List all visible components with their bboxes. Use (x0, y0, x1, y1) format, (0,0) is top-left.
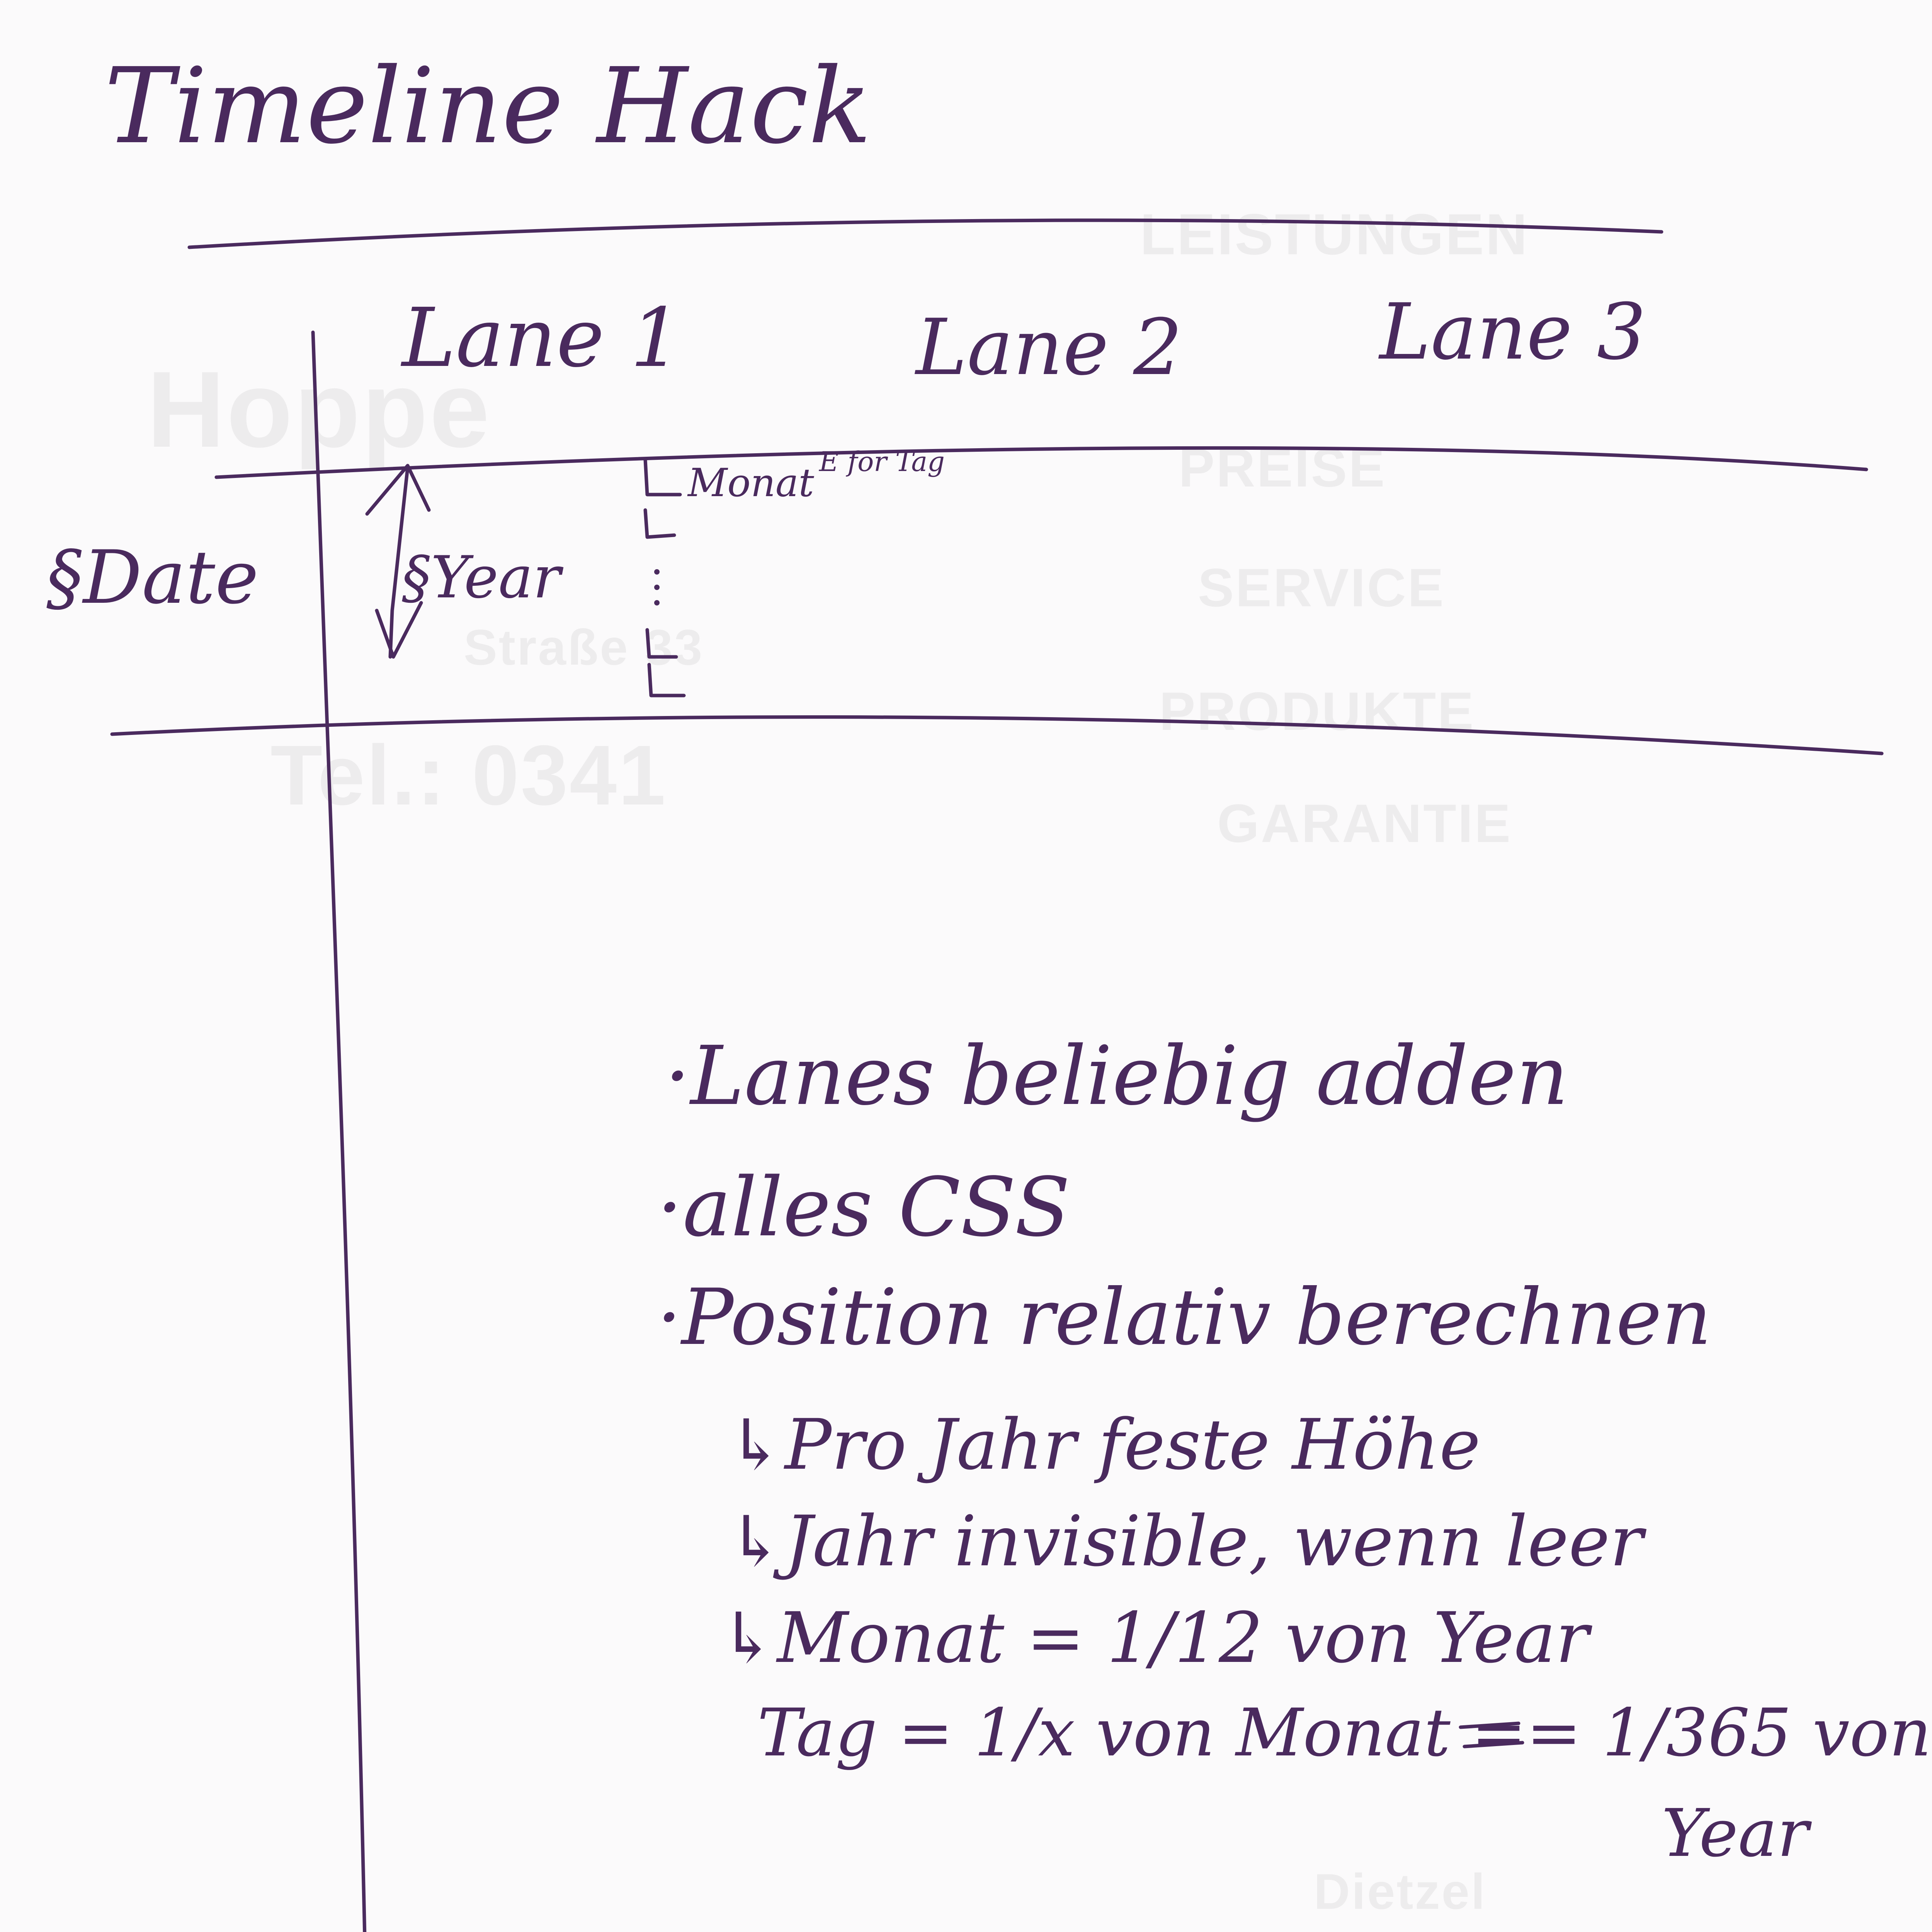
day-rule-end: Year (1662, 1795, 1809, 1872)
bleed-through-text: SERVICE (1198, 557, 1446, 618)
note-position: ·Position relativ berechnen (657, 1272, 1712, 1362)
note-css: ·alles CSS (657, 1160, 1070, 1255)
bleed-through-text: GARANTIE (1217, 793, 1512, 854)
month-ticks (645, 460, 680, 495)
lane-1-label: Lane 1 (402, 291, 682, 385)
sub-note-height: ↳Pro Jahr feste Höhe (726, 1405, 1481, 1485)
row-label-date: §Date (46, 535, 259, 620)
sketch-title: Timeline Hack (104, 45, 872, 167)
bleed-through-text: LEISTUNGEN (1140, 202, 1529, 267)
bleed-through-text: Hoppe (147, 349, 492, 470)
bleed-through-text: Straße 33 (464, 619, 704, 675)
day-rule: Tag = 1/x von Monat == 1/365 von (757, 1695, 1932, 1771)
sub-note-invisible: ↳Jahr invisible, wenn leer (726, 1501, 1643, 1582)
year-label: §Year (402, 544, 561, 611)
header-divider-line (189, 220, 1662, 247)
note-lanes: ·Lanes beliebig adden (665, 1029, 1569, 1123)
row-divider-line (112, 717, 1882, 753)
lane-3-label: Lane 3 (1379, 287, 1646, 377)
sub-note-month: ↳Monat = 1/12 von Year (719, 1598, 1589, 1679)
bleed-through-text: Dietzel (1314, 1863, 1487, 1920)
bleed-through-text: Tel.: 0341 (270, 728, 667, 823)
day-label: E for Tag (819, 446, 945, 478)
month-label: Monat (688, 460, 814, 505)
bleed-through-text: PREISE (1179, 437, 1386, 498)
date-axis-line (313, 332, 371, 1932)
lane-2-label: Lane 2 (916, 303, 1183, 393)
bleed-through-text: PRODUKTE (1159, 681, 1475, 742)
lane-header-line (216, 448, 1866, 477)
